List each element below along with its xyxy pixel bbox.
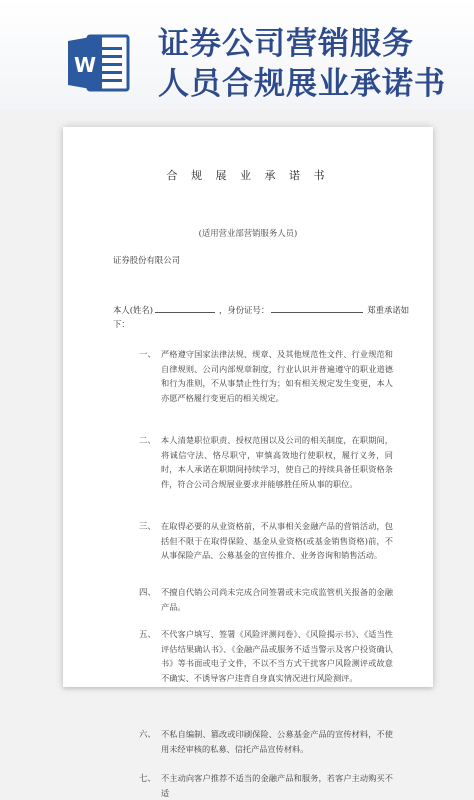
clause-number: 五、: [139, 629, 156, 639]
document-page: [63, 127, 433, 798]
clause-text: 本人清楚职位职责、授权范围以及公司的相关制度，在职期间，将诚信守法、恪尽职守，审慎高效地行使职权，履行义务，同时，本人承诺在职期间持续学习，使自己的持续具备任职资格条件，符合公司合规展业要求并能够胜任所从事的职位。: [161, 435, 393, 489]
banner-title: [158, 24, 468, 104]
banner-title-line-1: 证券公司营销服务: [158, 26, 414, 62]
id-label: ，身份证号：: [219, 305, 270, 315]
clause-number: 三、: [139, 521, 156, 531]
declaration-suffix: 郑重承诺如下：: [113, 305, 410, 329]
clause-text: 不代客户填写、签署《风险评测问卷》、《风险揭示书》、《适当性评估结果确认书》、《金融产品或服务不适当警示及客户投资确认书》等书面或电子文件，不以不当方式干扰客户风险测评或故意不确实、不诱导客户违背自身真实情况进行风险测评。: [161, 629, 393, 683]
clause-text: 不擅自代销公司尚未完成合同签署或未完成监管机关报备的金融产品。: [161, 587, 393, 612]
clause-number: 二、: [139, 435, 156, 445]
word-icon: [66, 30, 132, 96]
clause-number: 七、: [139, 773, 156, 783]
declaration-prefix: 本人(姓名): [113, 305, 154, 315]
declaration-line: [113, 303, 423, 331]
banner-title-line-2: 人员合规展业承诺书: [158, 66, 446, 102]
company-name: 证券股份有限公司: [113, 255, 180, 265]
clause-text: 在取得必要的从业资格前，不从事相关金融产品的营销活动，包括但不限于在取得保险、基金从业资格(或基金销售资格)前，不从事保险产品、公募基金的宣传推介、业务咨询和销售活动。: [161, 521, 393, 560]
clause-text: 不私自编制、篡改或印刷保险、公募基金产品的宣传材料，不使用未经审核的私募、信托产品宣传材料。: [161, 729, 393, 754]
svg-text:W: W: [73, 53, 97, 77]
document-title: 合 规 展 业 承 诺 书: [166, 169, 330, 182]
name-blank: [155, 312, 215, 313]
clause-text: 严格遵守国家法律法规、规章、及其他规范性文件、行业规范和自律规则、公司内部规章制度，行业认识并普遍遵守的职业道德和行为准则，不从事禁止性行为；如有相关规定发生变更，本人亦愿严格履行变更后的相关规定。: [161, 349, 393, 403]
clause-number: 六、: [139, 729, 156, 739]
clause-number: 一、: [139, 349, 156, 359]
id-number-blank: [271, 312, 363, 313]
clause-number: 四、: [139, 587, 156, 597]
banner: [0, 0, 474, 110]
clause-text: 不主动向客户推荐不适当的金融产品和服务，若客户主动购买不适: [161, 773, 393, 798]
document-subtitle: (适用营业部营销服务人员): [198, 228, 298, 238]
